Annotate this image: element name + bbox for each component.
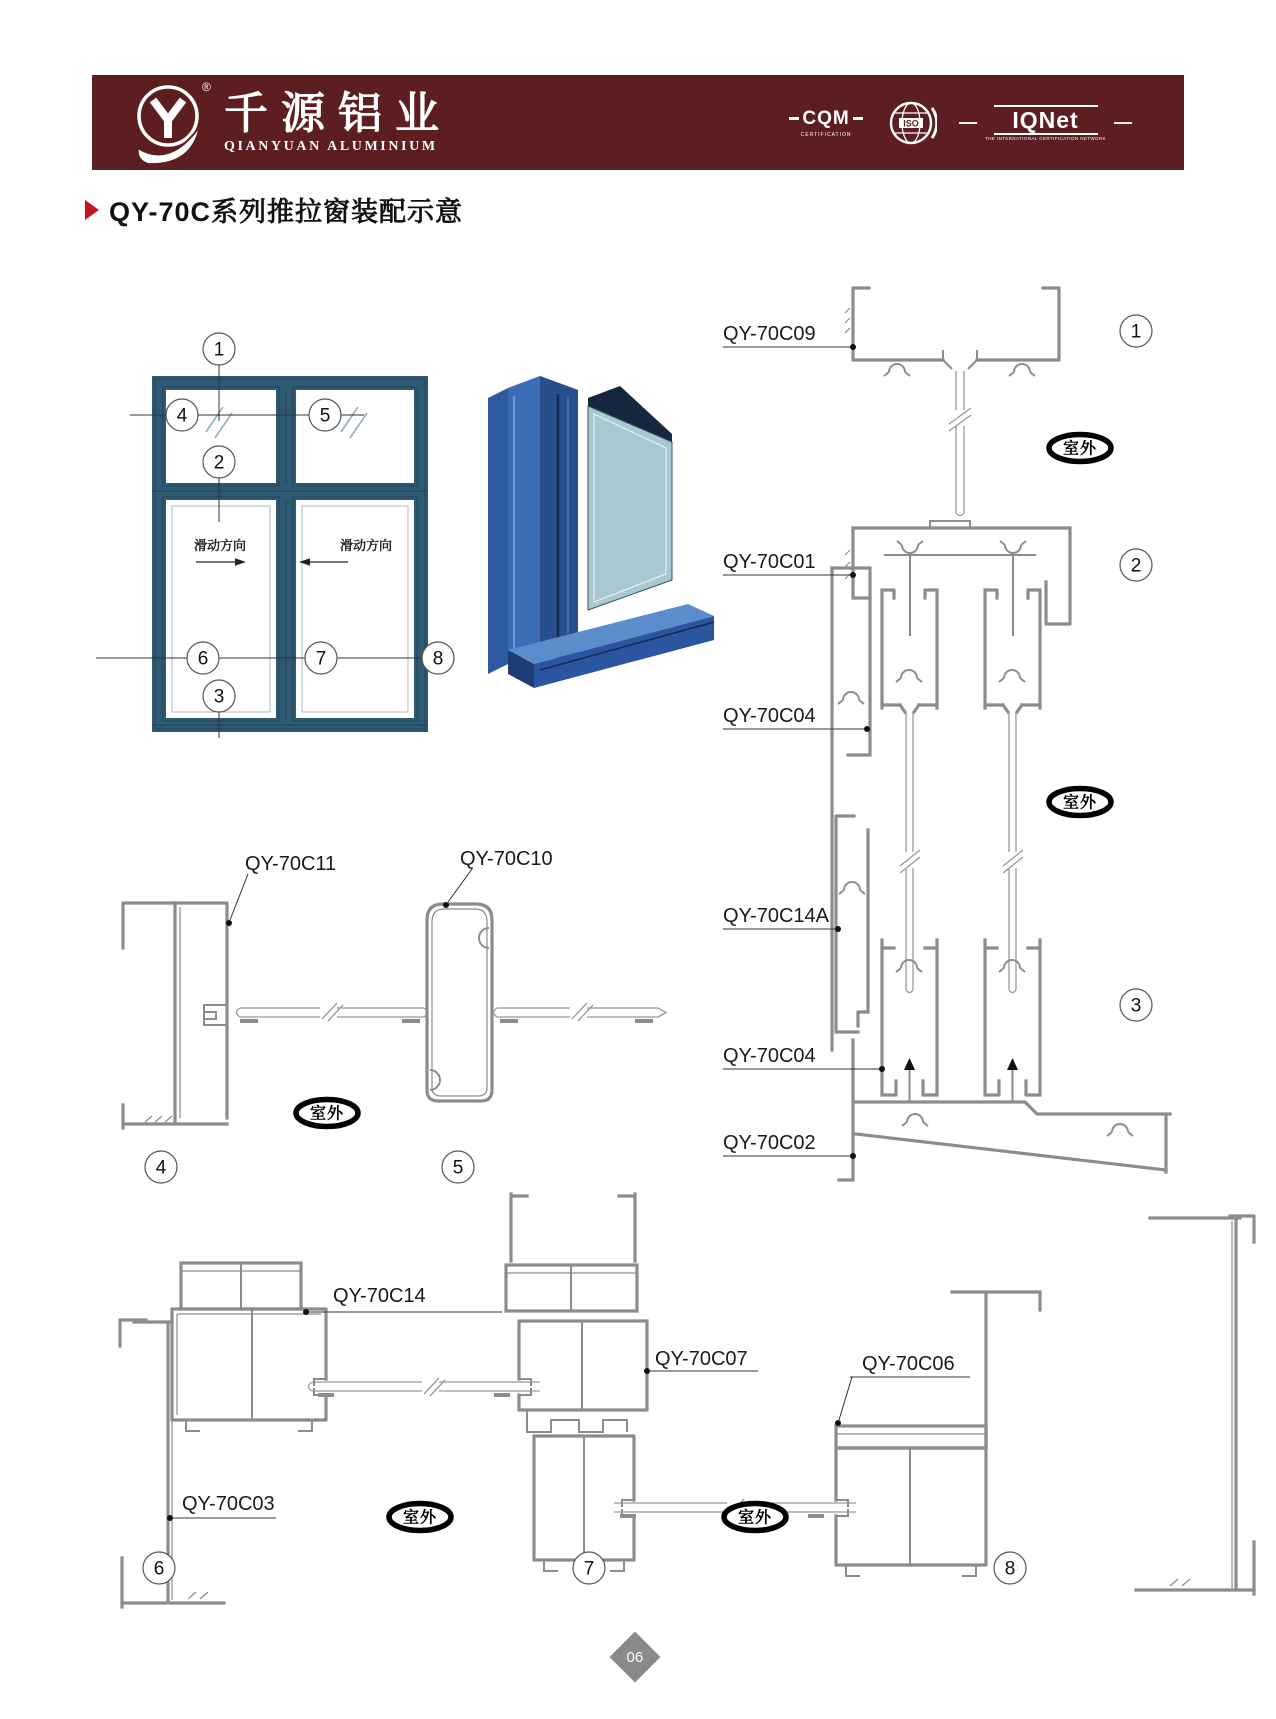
cqm-sublabel: CERTIFICATION bbox=[800, 131, 852, 138]
registered-mark: ® bbox=[202, 79, 211, 94]
svg-text:室外: 室外 bbox=[737, 1509, 773, 1527]
svg-text:QY-70C03: QY-70C03 bbox=[182, 1493, 275, 1515]
svg-text:QY-70C14: QY-70C14 bbox=[333, 1285, 426, 1307]
svg-text:2: 2 bbox=[213, 452, 225, 474]
svg-text:8: 8 bbox=[1004, 1558, 1016, 1580]
outdoor-label-3 bbox=[296, 1100, 358, 1127]
svg-text:4: 4 bbox=[155, 1157, 167, 1179]
profile-stile-c06 bbox=[836, 1292, 1040, 1576]
glass-run-right bbox=[494, 1002, 667, 1023]
label-qy70c09 bbox=[723, 323, 856, 350]
callout-2 bbox=[203, 446, 235, 478]
svg-text:5: 5 bbox=[319, 405, 331, 427]
brand-text bbox=[224, 88, 452, 155]
label-qy70c14 bbox=[303, 1285, 502, 1315]
callout-6 bbox=[187, 642, 219, 674]
svg-text:7: 7 bbox=[583, 1558, 595, 1580]
callout-4 bbox=[166, 399, 198, 431]
glass-run-bottom-left bbox=[309, 1376, 541, 1397]
svg-text:室外: 室外 bbox=[1062, 440, 1098, 458]
label-qy70c10 bbox=[443, 848, 553, 908]
cqm-bar-right bbox=[853, 117, 863, 120]
detail-circle-8 bbox=[994, 1552, 1026, 1584]
header-banner bbox=[92, 75, 1184, 170]
svg-text:6: 6 bbox=[197, 648, 209, 670]
iqnet-dash-left: — bbox=[959, 112, 978, 132]
profile-interlock-c10 bbox=[427, 904, 492, 1101]
svg-text:8: 8 bbox=[432, 648, 444, 670]
label-qy70c11 bbox=[226, 853, 336, 926]
glass-run-left bbox=[237, 1002, 428, 1023]
svg-text:2: 2 bbox=[1130, 555, 1142, 577]
svg-text:QY-70C02: QY-70C02 bbox=[723, 1132, 816, 1154]
label-qy70c06 bbox=[835, 1353, 970, 1426]
cqm-bar-left bbox=[789, 117, 799, 120]
profile-sash-top-rails bbox=[882, 590, 1040, 712]
svg-text:7: 7 bbox=[315, 648, 327, 670]
iqnet-sublabel: THE INTERNATIONAL CERTIFICATION NETWORK bbox=[985, 135, 1106, 141]
svg-text:1: 1 bbox=[213, 339, 225, 361]
profile-bead-c14 bbox=[181, 1263, 301, 1309]
glass-sash-left bbox=[898, 712, 920, 993]
callout-1 bbox=[203, 333, 235, 365]
slide-direction-left bbox=[194, 538, 246, 566]
profile-transom bbox=[845, 521, 1070, 636]
svg-text:3: 3 bbox=[213, 686, 225, 708]
outdoor-label-2 bbox=[1049, 789, 1111, 816]
iso-globe-icon bbox=[887, 98, 937, 148]
outdoor-label-4 bbox=[389, 1504, 451, 1531]
label-qy70c04-upper bbox=[723, 705, 870, 732]
certification-logos bbox=[787, 98, 1132, 148]
svg-text:6: 6 bbox=[153, 1558, 165, 1580]
glass-sash-right bbox=[1001, 712, 1023, 993]
callout-3 bbox=[203, 680, 235, 712]
callout-7 bbox=[305, 642, 337, 674]
svg-text:5: 5 bbox=[452, 1157, 464, 1179]
detail-circle-6 bbox=[143, 1552, 175, 1584]
brand-logo-icon bbox=[128, 78, 208, 168]
horizontal-section-bottom-drawing bbox=[90, 1170, 1270, 1630]
glass-head bbox=[948, 371, 972, 516]
label-qy70c07 bbox=[644, 1348, 758, 1374]
svg-text:QY-70C09: QY-70C09 bbox=[723, 323, 816, 345]
brand-logo bbox=[128, 78, 452, 168]
iqnet-label: IQNet bbox=[1012, 106, 1079, 133]
profile-sill bbox=[839, 1040, 1170, 1180]
callout-5 bbox=[309, 399, 341, 431]
profile-jamb-right bbox=[1136, 1216, 1254, 1594]
svg-text:室外: 室外 bbox=[1062, 794, 1098, 812]
detail-circle-2 bbox=[1120, 549, 1152, 581]
svg-text:QY-70C07: QY-70C07 bbox=[655, 1348, 748, 1370]
horizontal-section-mid-drawing bbox=[90, 760, 690, 1190]
page-title: QY-70C系列推拉窗装配示意 bbox=[109, 197, 464, 227]
svg-text:ISO: ISO bbox=[903, 118, 919, 128]
profile-jamb-c11 bbox=[123, 903, 227, 1128]
svg-text:QY-70C10: QY-70C10 bbox=[460, 848, 553, 870]
label-qy70c03 bbox=[167, 1493, 276, 1521]
detail-circle-7 bbox=[573, 1552, 605, 1584]
svg-text:QY-70C14A: QY-70C14A bbox=[723, 905, 829, 927]
svg-text:QY-70C11: QY-70C11 bbox=[245, 853, 337, 875]
section-title bbox=[85, 190, 463, 229]
outdoor-label-5 bbox=[724, 1504, 786, 1531]
iqnet-dash-right: — bbox=[1114, 112, 1132, 132]
profile-stile-left bbox=[172, 1309, 326, 1431]
iqnet-rule-bottom bbox=[994, 133, 1098, 135]
label-qy70c04-lower bbox=[723, 1045, 885, 1072]
svg-text:QY-70C04: QY-70C04 bbox=[723, 1045, 816, 1067]
profile-head-frame bbox=[845, 288, 1059, 376]
svg-text:4: 4 bbox=[176, 405, 188, 427]
detail-circle-3 bbox=[1120, 989, 1152, 1021]
detail-circle-1 bbox=[1120, 315, 1152, 347]
cqm-cert-icon bbox=[787, 108, 865, 138]
svg-text:3: 3 bbox=[1130, 995, 1142, 1017]
label-qy70c14a bbox=[723, 905, 841, 932]
outdoor-label-1 bbox=[1049, 435, 1111, 462]
label-qy70c02 bbox=[723, 1132, 856, 1159]
svg-text:QY-70C06: QY-70C06 bbox=[862, 1353, 955, 1375]
page-number: 06 bbox=[626, 1648, 644, 1666]
iqnet-cert-icon bbox=[959, 105, 1132, 141]
label-qy70c01 bbox=[723, 551, 856, 578]
vertical-section-drawing bbox=[700, 250, 1190, 1200]
brand-name-cn: 千源铝业 bbox=[224, 88, 452, 138]
svg-text:滑动方向: 滑动方向 bbox=[339, 538, 393, 553]
brand-name-en: QIANYUAN ALUMINIUM bbox=[224, 138, 438, 154]
page-number-badge bbox=[610, 1632, 661, 1683]
section-marker-icon bbox=[85, 200, 99, 220]
svg-text:QY-70C01: QY-70C01 bbox=[723, 551, 816, 573]
profile-track-cover bbox=[832, 568, 870, 1050]
svg-text:滑动方向: 滑动方向 bbox=[193, 538, 247, 553]
svg-text:室外: 室外 bbox=[402, 1509, 438, 1527]
svg-text:QY-70C04: QY-70C04 bbox=[723, 705, 816, 727]
cqm-label: CQM bbox=[802, 107, 850, 129]
profile-3d-render bbox=[470, 348, 720, 708]
svg-text:1: 1 bbox=[1130, 321, 1142, 343]
svg-text:室外: 室外 bbox=[309, 1105, 345, 1123]
window-frame bbox=[152, 376, 428, 732]
callout-8 bbox=[422, 642, 454, 674]
